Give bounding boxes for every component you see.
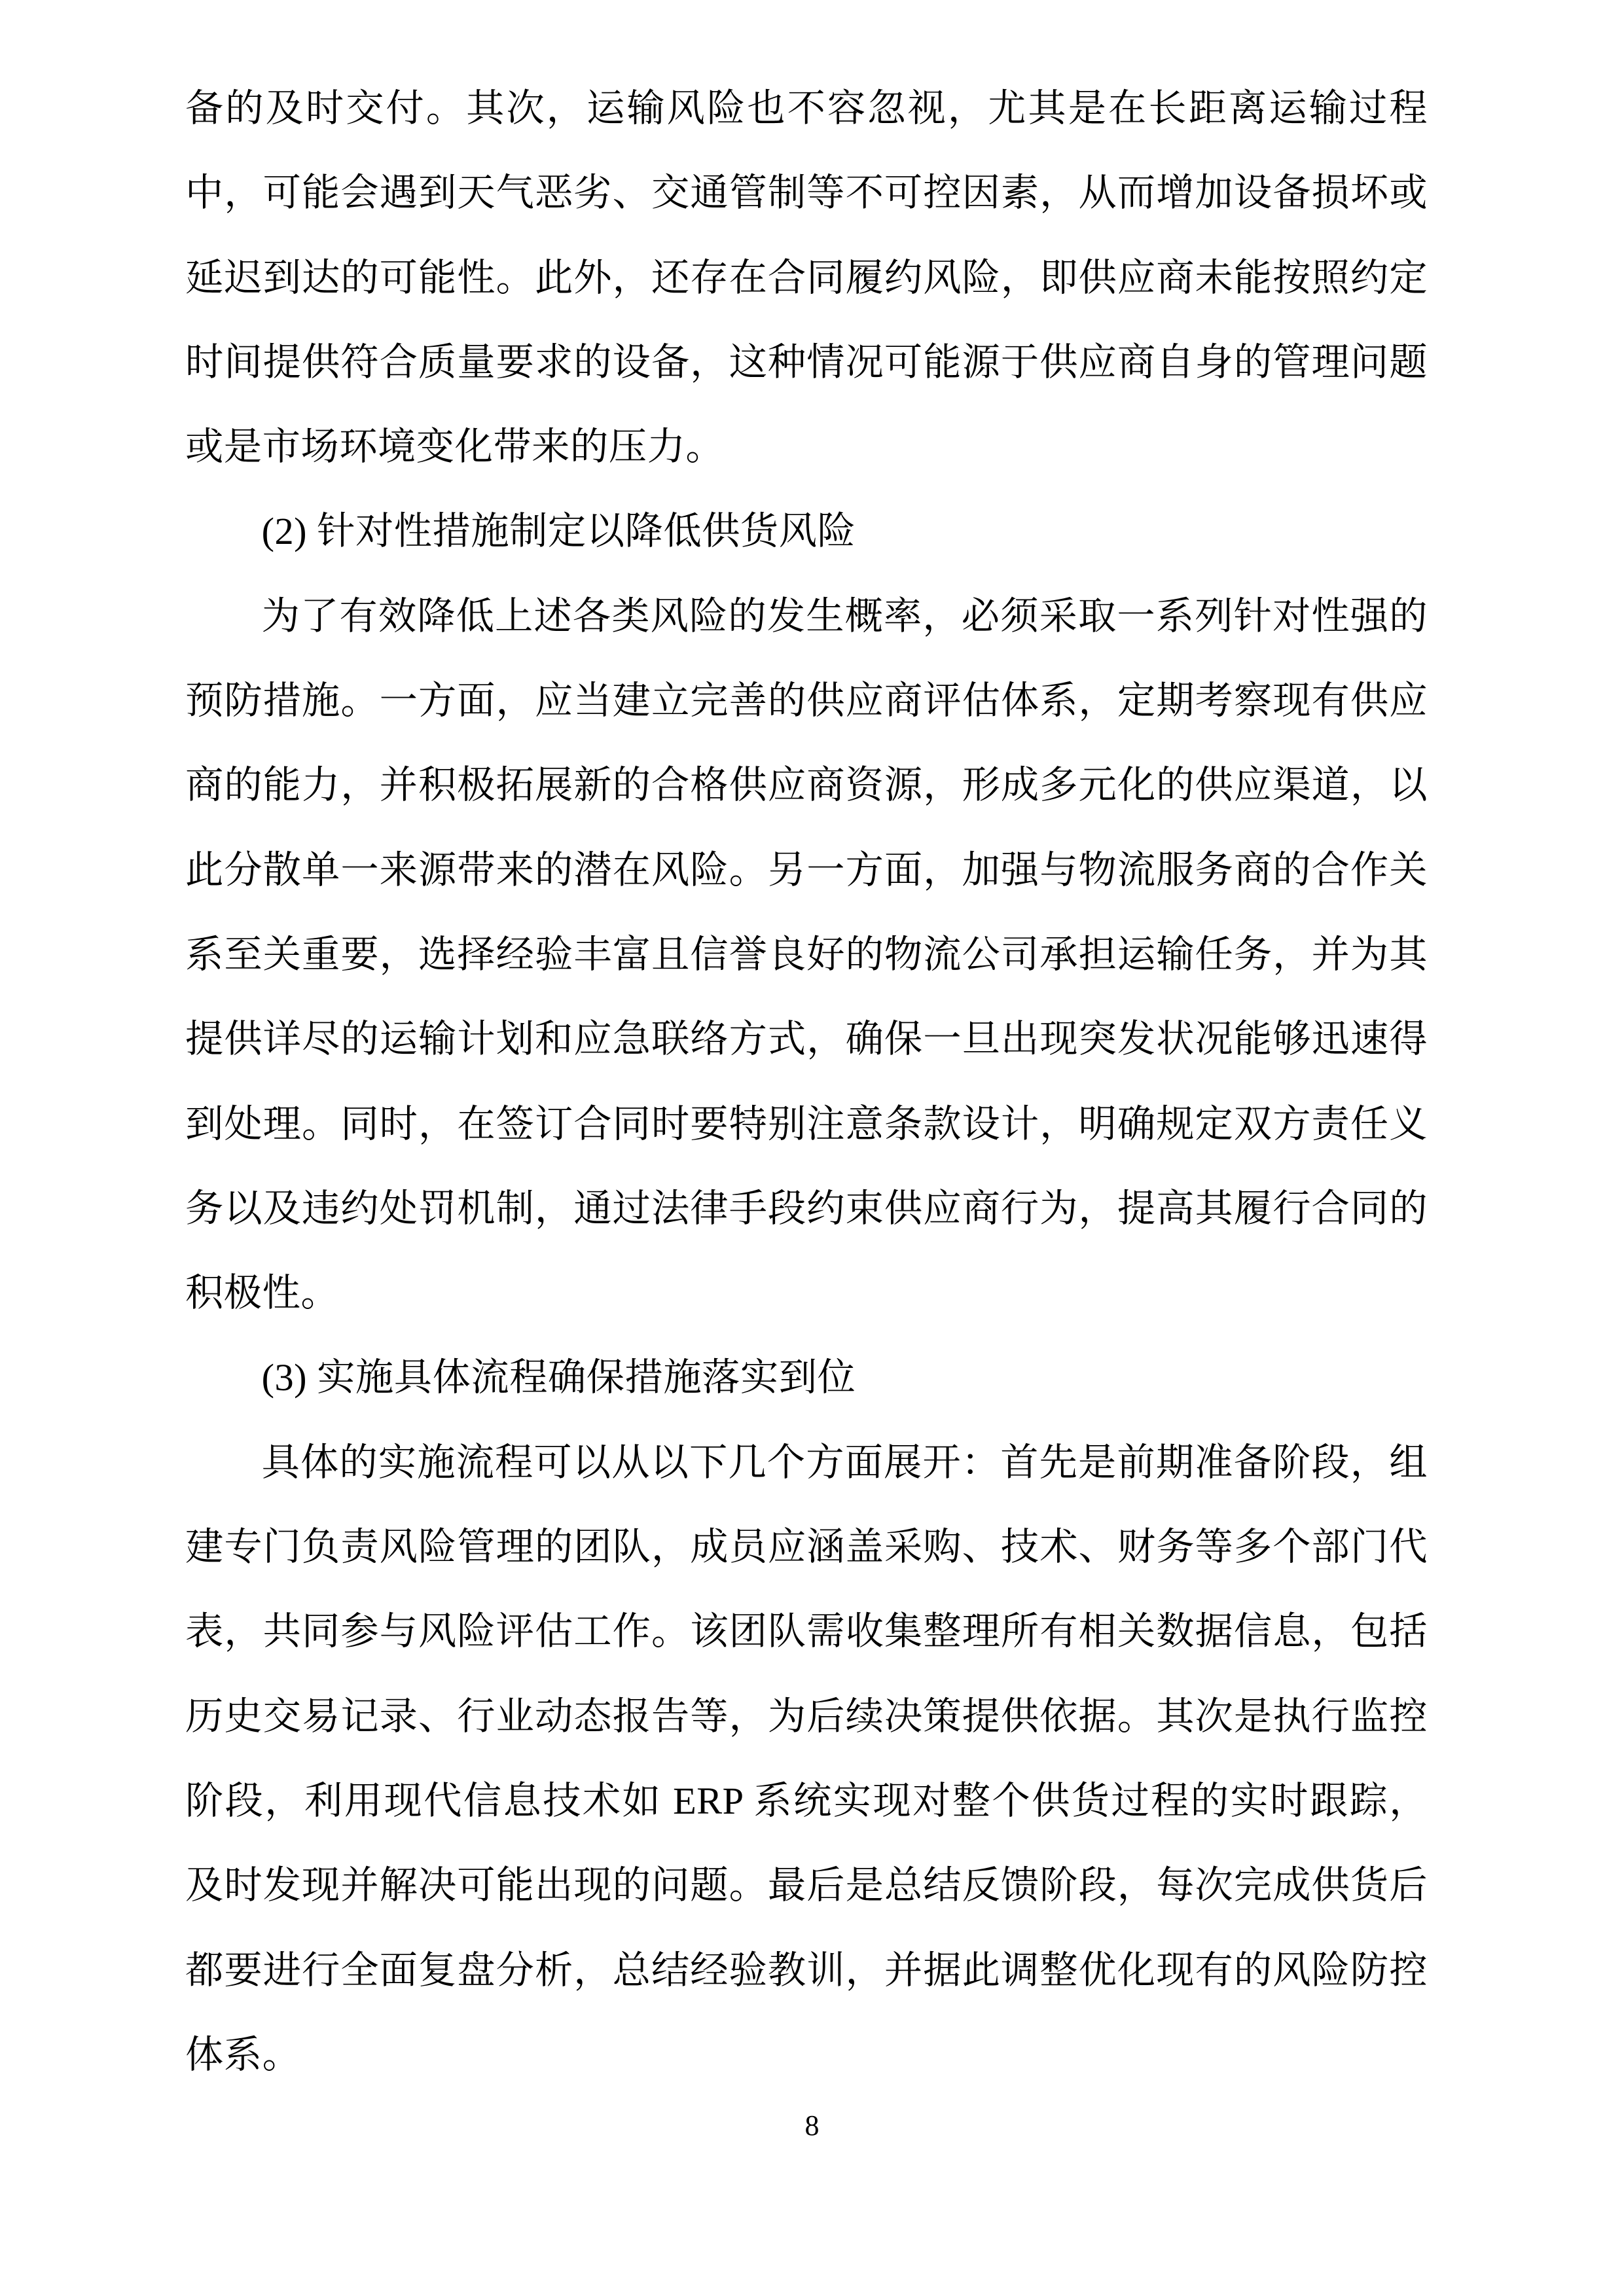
page-number: 8 [804, 2109, 820, 2142]
paragraph-prevention-measures: 为了有效降低上述各类风险的发生概率，必须采取一系列针对性强的预防措施。一方面，应当建立完善的供应商评估体系，定期考察现有供应商的能力，并积极拓展新的合格供应商资源，形成多元化的供应渠道，以此分散单一来源带来的潜在风险。另一方面，加强与物流服务商的合作关系至关重要，选择经验丰富且信誉良好的物流公司承担运输任务，并为其提供详尽的运输计划和应急联络方式，确保一旦出现突发状况能够迅速得到处理。同时，在签订合同时要特别注意条款设计，明确规定双方责任义务以及违约处罚机制，通过法律手段约束供应商行为，提高其履行合同的积极性。 [185, 594, 1428, 1315]
document-body [185, 66, 1428, 2097]
subheading-3: (3) 实施具体流程确保措施落实到位 [261, 1356, 856, 1399]
paragraph-implementation-process: 具体的实施流程可以从以下几个方面展开：首先是前期准备阶段，组建专门负责风险管理的团队，成员应涵盖采购、技术、财务等多个部门代表，共同参与风险评估工作。该团队需收集整理所有相关数据信息，包括历史交易记录、行业动态报告等，为后续决策提供依据。其次是执行监控阶段，利用现代信息技术如 ERP 系统实现对整个供货过程的实时跟踪，及时发现并解决可能出现的问题。最后是总结反馈阶段，每次完成供货后都要进行全面复盘分析，总结经验教训，并据此调整优化现有的风险防控体系。 [185, 1441, 1428, 2076]
paragraph-body-continuation: 备的及时交付。其次，运输风险也不容忽视，尤其是在长距离运输过程中，可能会遇到天气恶劣、交通管制等不可控因素，从而增加设备损坏或延迟到达的可能性。此外，还存在合同履约风险，即供应商未能按照约定时间提供符合质量要求的设备，这种情况可能源于供应商自身的管理问题或是市场环境变化带来的压力。 [185, 87, 1428, 469]
subheading-2: (2) 针对性措施制定以降低供货风险 [261, 510, 856, 553]
